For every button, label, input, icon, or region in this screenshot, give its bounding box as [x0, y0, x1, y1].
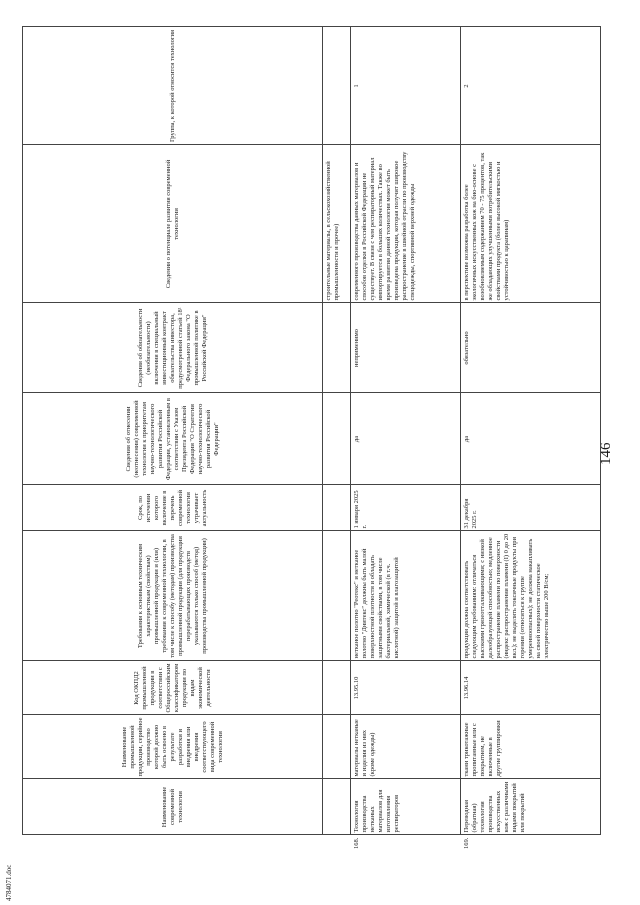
table-header-row — [23, 27, 323, 849]
cell-technology: Переводная (обратная) технология производства искусственных кож с различными видами покрытий или покрытий — [461, 779, 601, 835]
header-product: Наименование промышленной продукции, серийное производство которой должно быть освоено в результате разработки и внедрения или внедрения соответствующего вида современной технологии — [23, 715, 323, 779]
cell-requirements: продукция должна соответствовать следующим требованиям: отличаться высокими грязеотталкивающими; с низкой далеобразующей способностью; медленное распространение пламени по поверхности (индекс распространения пламени (I) 0 до 20 вкл.); не выделять токсичные продукты при горении (относиться к группе умеренноопасных); не должна накапливать на своей поверхности статическое электричество выше 200 В/см; — [461, 531, 601, 661]
row-number: 169. — [462, 837, 470, 849]
header-group: Группа, к которой относится технология — [23, 27, 323, 145]
cell-contract: неприменимо — [351, 303, 461, 393]
technologies-table — [22, 27, 601, 850]
header-num — [23, 835, 323, 849]
document-filename: 4784071.doc — [5, 864, 13, 901]
cell-okpd2-code: 13.96.14 — [461, 661, 601, 715]
cell-potential: современного производства данных материалов и способов отделки в Российской Федерации не существует. В связи с чем респираторный материал импортируется в больших количествах. Также во время развития данной технологии может быть произведена продукция, которая получит широкое распространение в швейной отрасли по производству спецодежды, спортивной верхней одежды — [351, 145, 461, 303]
header-potential: Сведения о потенциале развития современной технологии — [23, 145, 323, 303]
header-priority: Сведения об отнесении (неотнесении) современной технологии к приоритетам научно-технологического развития Российской Федерации, установленным в соответствии с Указом Президента Российской Федерации "О Стратегии научно-технологического развития Российской Федерации" — [23, 393, 323, 485]
cell-term: 1 января 2025 г. — [351, 485, 461, 531]
table-row — [351, 27, 461, 849]
header-okpd2-code: Код ОКПД2 промышленной продукции в соответствии с Общероссийским классификатором продукции по видам экономической деятельности — [23, 661, 323, 715]
cell-group: 2 — [461, 27, 601, 145]
cell-product: материалы нетканые и изделия из них (кроме одежды) — [351, 715, 461, 779]
cell-requirements: нетканое полотно "Реотекс" и нетканое полотно "Днитекс" должны быть малой поверхностной плотности и обладать защитными свойствами, в том числе бактериальной, химической (в т.ч. кислотной) защитой и влагозащитой — [351, 531, 461, 661]
continuation-row — [323, 27, 351, 849]
cell-technology: Технология производства нетканых материалов для изготовления респираторов — [351, 779, 461, 835]
continuation-text: строительные материалы, в сельскохозяйственной промышленности и прочее) — [323, 145, 351, 303]
page-number: 146 — [598, 442, 614, 465]
table-row — [461, 27, 601, 849]
cell-product: ткани трикотажные пропитанные или с покрытием, не включенные в другие группировки — [461, 715, 601, 779]
cell-potential: в перспективе возможна разработка более экологичных искусственных кож на био-основе с возобновляемым содержанием 70 - 75 процентов, так же обладающих улучшенными потребительскими свойствами продукта (более высокой мягкостью и устойчивостью к царапинам) — [461, 145, 601, 303]
header-technology: Наименование современной технологии — [23, 779, 323, 835]
row-number: 168. — [352, 837, 360, 849]
header-contract: Сведения об обязательности (необязательности) включения в специальный инвестиционный контракт обязательства инвестора, предусмотренной статьей 18¹ Федерального закона "О промышленной политике в Российской Федерации" — [23, 303, 323, 393]
cell-okpd2-code: 13.95.10 — [351, 661, 461, 715]
cell-term: 31 декабря 2025 г. — [461, 485, 601, 531]
cell-priority: да — [461, 393, 601, 485]
cell-group: 1 — [351, 27, 461, 145]
cell-contract: обязательно — [461, 303, 601, 393]
cell-priority: да — [351, 393, 461, 485]
header-term: Срок, по истечении которого включение в перечень современной технологии утрачивает актуальность — [23, 485, 323, 531]
header-requirements: Требования к основным техническим характеристикам (свойствам) промышленной продукции и (или) требования к современной технологии, в том числе к способу (методам) производства промышленной продукции (для продукции перерабатывающих производств указываются только способ (метод) производства промышленной продукции) — [23, 531, 323, 661]
